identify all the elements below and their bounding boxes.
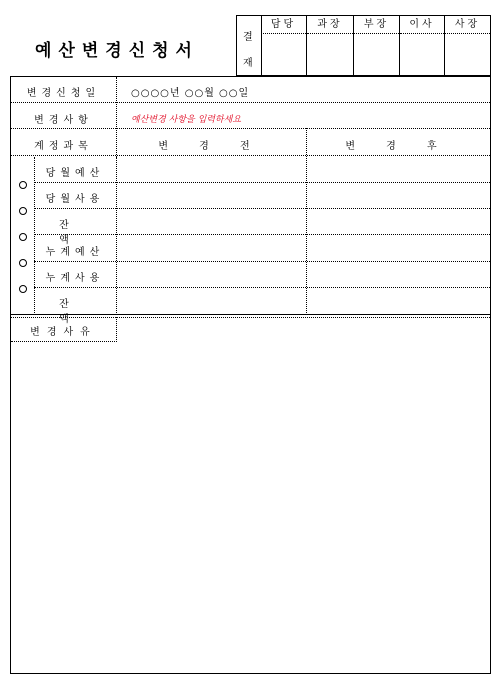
form-frame: [10, 76, 491, 674]
document-title: 예산변경신청서: [35, 41, 199, 61]
label-col-divider-lower: [116, 157, 117, 315]
bullet-circle-icon: [19, 285, 27, 293]
approval-role-2: 과장: [307, 16, 353, 34]
reason-label: 변경사유: [30, 327, 97, 338]
approval-col-5: [445, 16, 490, 75]
change-item-value[interactable]: 예산변경 사항을 입력하세요: [131, 115, 242, 125]
bullet-circle-icon: [19, 233, 27, 241]
account-row-label: 당월사용: [45, 194, 105, 205]
request-date-value[interactable]: ○○○○년 ○○월 ○○일: [131, 88, 250, 99]
approval-role-5: 사장: [445, 16, 490, 34]
approval-role-4: 이사: [400, 16, 444, 34]
before-label: 변 경 전: [158, 141, 264, 152]
approval-col-3: [354, 16, 400, 75]
account-row-label: 잔 액: [59, 299, 91, 325]
request-date-label: 변경신청일: [26, 88, 101, 99]
approval-label-column: [237, 16, 262, 75]
bullet-circle-icon: [19, 181, 27, 189]
bullet-circle-icon: [19, 207, 27, 215]
reason-label-bottom: [11, 341, 117, 342]
row-divider: [34, 208, 490, 209]
approval-role-3: 부장: [354, 16, 399, 34]
account-row-label: 잔 액: [59, 220, 91, 246]
row-divider: [34, 182, 490, 183]
approval-label-top: 결: [243, 32, 253, 43]
reason-text-area[interactable]: [11, 343, 490, 673]
approval-col-4: [400, 16, 445, 75]
account-row-label: 누계사용: [45, 273, 105, 284]
bullet-circle-icon: [19, 259, 27, 267]
change-item-label: 변경사항: [34, 115, 93, 126]
row-divider: [34, 261, 490, 262]
approval-block: [236, 15, 491, 76]
approval-label-bottom: 재: [243, 58, 253, 69]
row-divider: [11, 128, 490, 129]
row-divider: [11, 155, 490, 156]
approval-role-1: 담당: [261, 16, 306, 34]
account-row-label: 당월예산: [45, 168, 105, 179]
account-row-label: 누계예산: [45, 247, 105, 258]
account-label: 계정과목: [34, 141, 93, 152]
row-divider: [11, 102, 490, 103]
before-after-divider: [306, 128, 307, 315]
approval-col-1: [261, 16, 307, 75]
approval-col-2: [307, 16, 354, 75]
reason-label-divider: [116, 317, 117, 342]
row-divider: [34, 287, 490, 288]
after-label: 변 경 후: [345, 141, 451, 152]
